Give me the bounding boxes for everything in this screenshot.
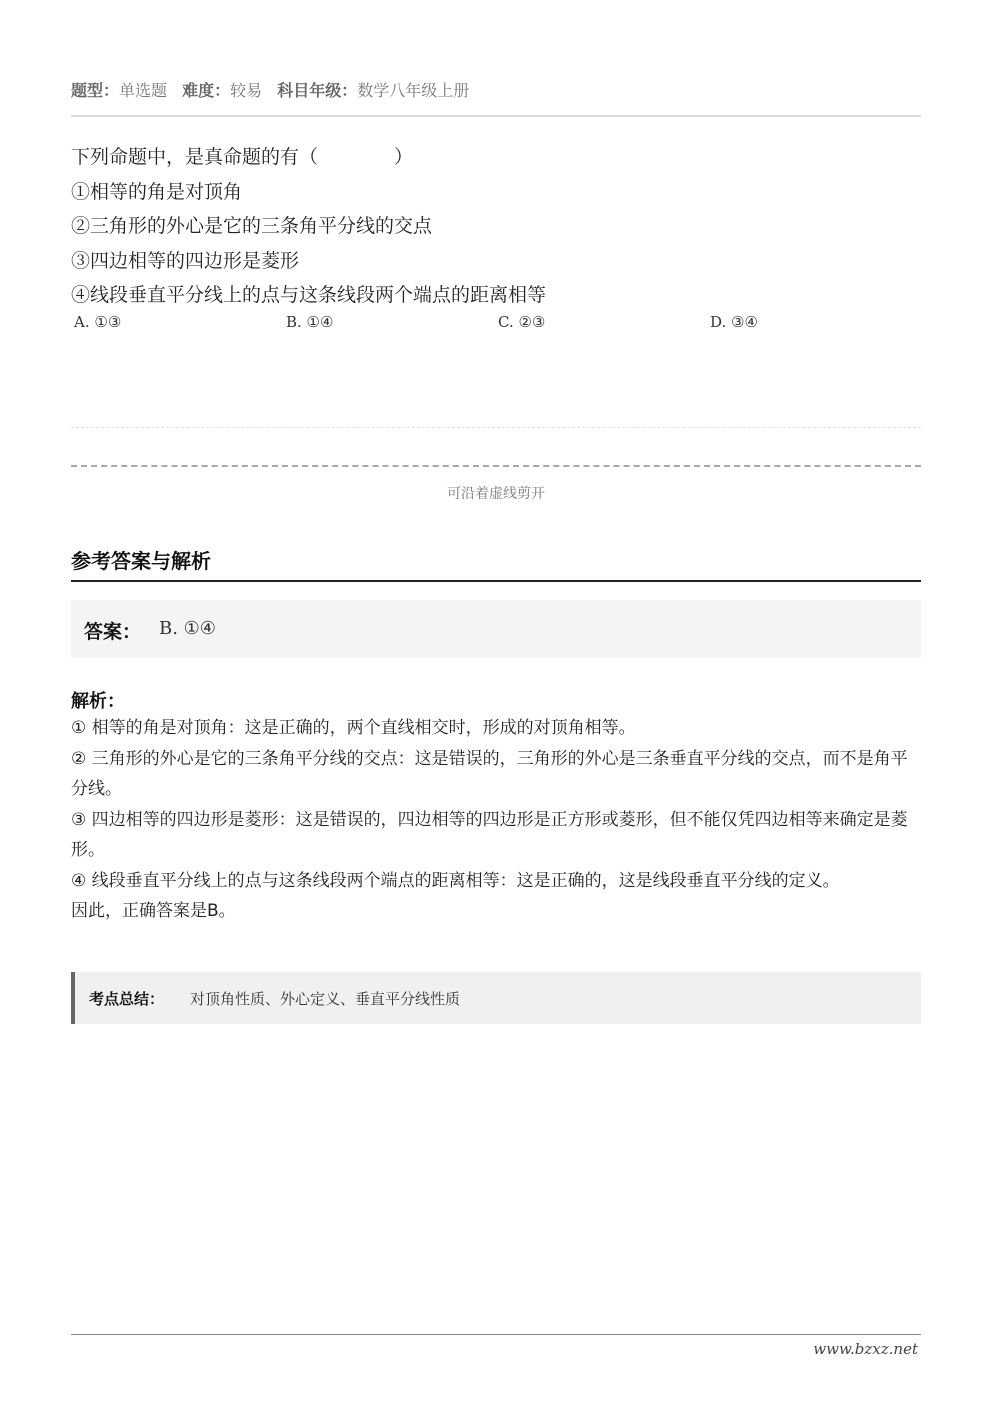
subject-label: 科目年级： (277, 81, 358, 100)
analysis-line-3: ③ 四边相等的四边形是菱形：这是错误的，四边相等的四边形是正方形或菱形，但不能仅凭四边相等来确定是菱形。 (71, 809, 908, 860)
analysis-label: 解析： (71, 691, 125, 712)
statement-4: ④线段垂直平分线上的点与这条线段两个端点的距离相等 (71, 284, 547, 306)
answer-box (71, 600, 921, 658)
question-stem: 下列命题中，是真命题的有（ ） (71, 146, 414, 168)
light-dashed-line (71, 427, 921, 428)
type-label: 题型： (71, 81, 120, 100)
type-value: 单选题 (119, 81, 168, 100)
statement-2: ②三角形的外心是它的三条角平分线的交点 (71, 215, 433, 237)
analysis-conclusion: 因此，正确答案是B。 (71, 901, 236, 921)
analysis-body (71, 713, 923, 927)
solution-divider (71, 580, 921, 582)
answer-label: 答案： (84, 621, 142, 643)
option-b[interactable]: B. ①④ (286, 313, 334, 331)
statement-1: ①相等的角是对顶角 (71, 180, 243, 203)
question-body (71, 140, 546, 313)
difficulty-value: 较易 (230, 81, 263, 100)
cut-hint: 可沿着虚线剪开 (447, 486, 545, 502)
meta-divider (71, 115, 921, 117)
footer-url: www.bzxz.net (813, 1340, 918, 1358)
cut-dashed-line (71, 465, 921, 467)
summary-box (71, 972, 921, 1024)
question-meta (71, 78, 479, 101)
analysis-line-4: ④ 线段垂直平分线上的点与这条线段两个端点的距离相等：这是正确的，这是线段垂直平分线的定义。 (71, 870, 840, 891)
solution-title: 参考答案与解析 (71, 549, 211, 573)
analysis-line-1: ① 相等的角是对顶角：这是正确的，两个直线相交时，形成的对顶角相等。 (71, 718, 636, 738)
subject-value: 数学八年级上册 (357, 81, 470, 100)
footer-divider (71, 1334, 921, 1335)
summary-value: 对顶角性质、外心定义、垂直平分线性质 (190, 990, 461, 1008)
difficulty-label: 难度： (182, 81, 231, 100)
analysis-line-2: ② 三角形的外心是它的三条角平分线的交点：这是错误的，三角形的外心是三条垂直平分线的交点，而不是角平分线。 (71, 748, 908, 799)
summary-label: 考点总结： (89, 990, 165, 1008)
option-a[interactable]: A. ①③ (74, 313, 122, 331)
answer-value: B. ①④ (159, 618, 216, 639)
option-c[interactable]: C. ②③ (498, 313, 546, 331)
statement-3: ③四边相等的四边形是菱形 (71, 249, 300, 272)
option-d[interactable]: D. ③④ (710, 313, 758, 331)
